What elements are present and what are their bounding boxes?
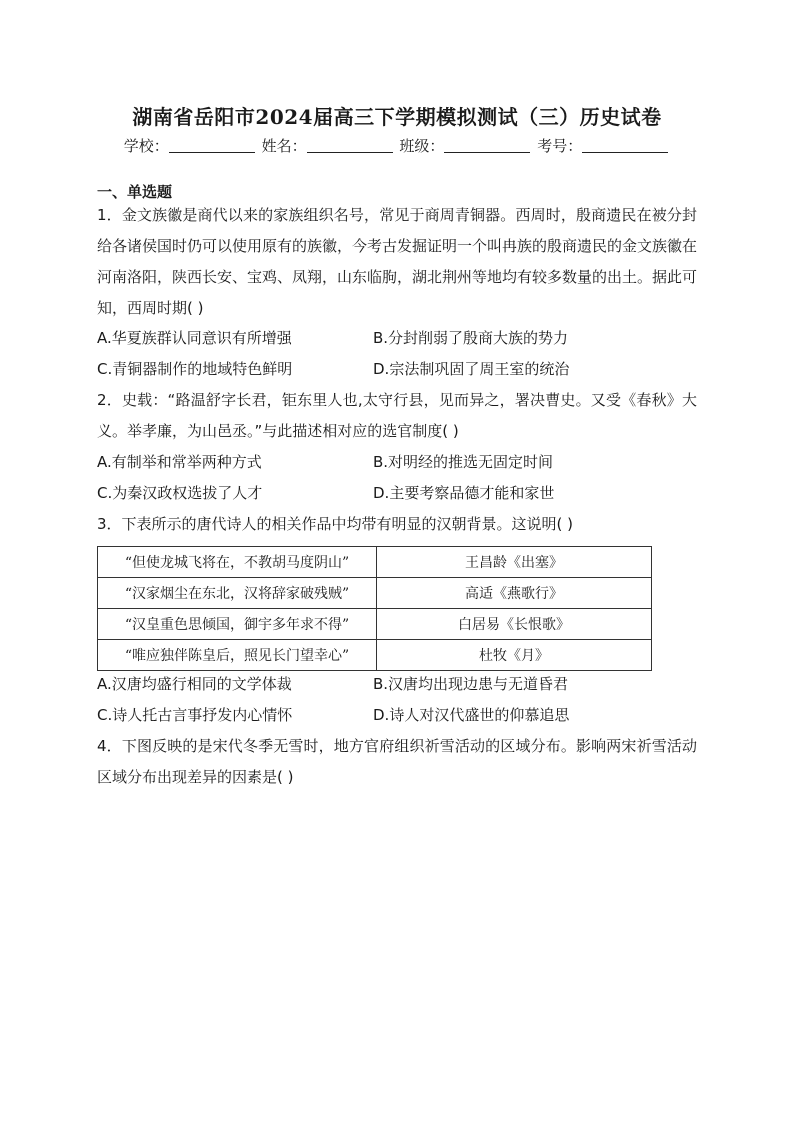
q3-option-c[interactable]: C.诗人托古言事抒发内心情怀: [97, 706, 293, 724]
question-2-stem: 2．史载：“路温舒字长君，钜东里人也,太守行县，见而异之，署决曹史。又受《春秋》大义。举孝廉，为山邑丞。”与此描述相对应的选官制度( ): [97, 391, 697, 440]
poem-cell: “但使龙城飞将在，不教胡马度阴山”: [98, 547, 377, 578]
name-blank[interactable]: [307, 137, 393, 153]
question-3-options: [97, 669, 697, 731]
q2-option-d[interactable]: D.主要考察品德才能和家世: [373, 484, 555, 502]
source-cell: 杜牧《月》: [377, 640, 652, 671]
question-1-options: [97, 323, 697, 385]
question-2-options: [97, 447, 697, 509]
q1-option-a[interactable]: A.华夏族群认同意识有所增强: [97, 329, 292, 347]
question-3-stem: 3．下表所示的唐代诗人的相关作品中均带有明显的汉朝背景。这说明( ): [97, 515, 574, 533]
poem-cell: “唯应独伴陈皇后，照见长门望幸心”: [98, 640, 377, 671]
poem-table: [97, 546, 652, 671]
class-label: 班级：: [399, 137, 445, 155]
source-cell: 王昌龄《出塞》: [377, 547, 652, 578]
question-1-stem: 1．金文族徽是商代以来的家族组织名号，常见于商周青铜器。西周时，殷商遗民在被分封给各诸侯国时仍可以使用原有的族徽，今考古发掘证明一个叫冉族的殷商遗民的金文族徽在河南洛阳，陕西长安、宝鸡、凤翔，山东临朐，湖北荆州等地均有较多数量的出土。据此可知，西周时期( ): [97, 206, 698, 317]
source-cell: 白居易《长恨歌》: [377, 609, 652, 640]
table-row: [98, 578, 652, 609]
q2-option-a[interactable]: A.有制举和常举两种方式: [97, 453, 262, 471]
q2-option-b[interactable]: B.对明经的推选无固定时间: [373, 453, 554, 471]
poem-cell: “汉皇重色思倾国，御宇多年求不得”: [98, 609, 377, 640]
exam-title: 湖南省岳阳市2024届高三下学期模拟测试（三）历史试卷: [132, 105, 662, 129]
q3-option-d[interactable]: D.诗人对汉代盛世的仰慕追思: [373, 706, 570, 724]
question-4-stem: 4．下图反映的是宋代冬季无雪时，地方官府组织祈雪活动的区域分布。影响两宋祈雪活动区域分布出现差异的因素是( ): [97, 737, 697, 786]
section-heading: 一、单选题: [97, 183, 173, 201]
q1-option-d[interactable]: D.宗法制巩固了周王室的统治: [373, 360, 570, 378]
q3-option-a[interactable]: A.汉唐均盛行相同的文学体裁: [97, 675, 292, 693]
q2-option-c[interactable]: C.为秦汉政权选拔了人才: [97, 484, 263, 502]
exam-number-label: 考号：: [537, 137, 583, 155]
table-row: [98, 547, 652, 578]
source-cell: 高适《燕歌行》: [377, 578, 652, 609]
poem-cell: “汉家烟尘在东北，汉将辞家破残贼”: [98, 578, 377, 609]
school-blank[interactable]: [169, 137, 255, 153]
school-label: 学校：: [123, 137, 169, 155]
q1-option-b[interactable]: B.分封削弱了殷商大族的势力: [373, 329, 569, 347]
q3-option-b[interactable]: B.汉唐均出现边患与无道昏君: [373, 675, 569, 693]
table-row: [98, 640, 652, 671]
class-blank[interactable]: [444, 137, 530, 153]
name-label: 姓名：: [261, 137, 307, 155]
table-row: [98, 609, 652, 640]
exam-number-blank[interactable]: [582, 137, 668, 153]
q1-option-c[interactable]: C.青铜器制作的地域特色鲜明: [97, 360, 293, 378]
student-info-line: [0, 135, 794, 156]
